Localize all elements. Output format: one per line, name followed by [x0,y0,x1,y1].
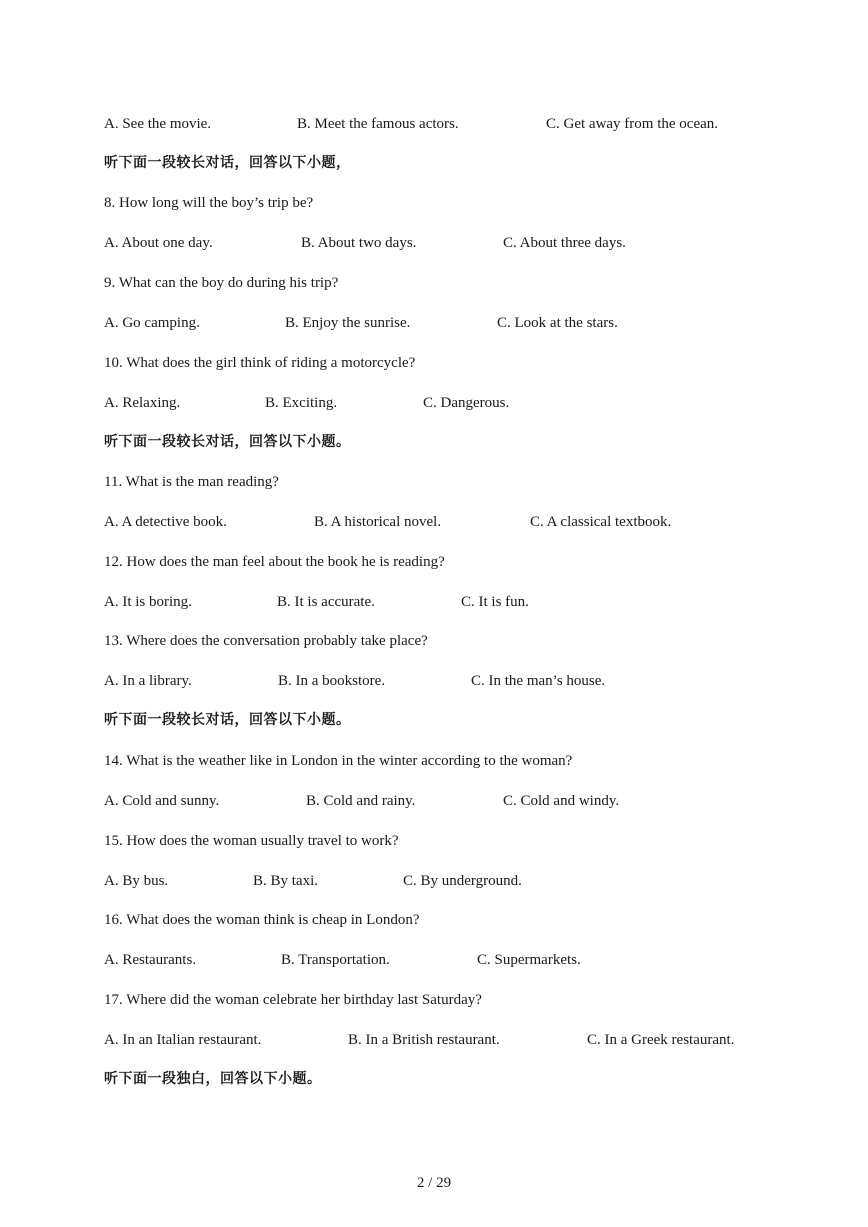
q11-option-a: A. A detective book. [104,514,227,530]
q17-option-a: A. In an Italian restaurant. [104,1032,262,1048]
q12-option-c: C. It is fun. [461,594,529,610]
question-11: 11. What is the man reading? [104,474,279,490]
q16-option-b: B. Transportation. [281,952,390,968]
q7-option-b: B. Meet the famous actors. [297,116,459,132]
q7-option-a: A. See the movie. [104,116,212,132]
question-15: 15. How does the woman usually travel to work? [104,833,399,849]
q12-option-a: A. It is boring. [104,594,192,610]
q13-option-a: A. In a library. [104,673,192,689]
q14-option-a: A. Cold and sunny. [104,793,220,809]
section-heading: 听下面一段较长对话，回答以下小题， [104,155,351,171]
q16-option-a: A. Restaurants. [104,952,197,968]
section-heading: 听下面一段较长对话，回答以下小题。 [104,434,351,450]
q17-option-b: B. In a British restaurant. [348,1032,500,1048]
q12-option-b: B. It is accurate. [277,594,375,610]
section-heading: 听下面一段较长对话，回答以下小题。 [104,712,351,728]
q15-option-a: A. By bus. [104,873,169,889]
q9-option-b: B. Enjoy the sunrise. [285,315,411,331]
q10-option-c: C. Dangerous. [423,395,510,411]
q13-option-c: C. In the man’s house. [471,673,606,689]
q8-option-b: B. About two days. [301,235,417,251]
question-14: 14. What is the weather like in London in the winter according to the woman? [104,753,573,769]
q8-option-a: A. About one day. [104,235,213,251]
question-17: 17. Where did the woman celebrate her birthday last Saturday? [104,992,482,1008]
question-16: 16. What does the woman think is cheap in London? [104,912,420,928]
q9-option-c: C. Look at the stars. [497,315,618,331]
question-13: 13. Where does the conversation probably take place? [104,633,428,649]
q11-option-b: B. A historical novel. [314,514,442,530]
q11-option-c: C. A classical textbook. [530,514,672,530]
q15-option-c: C. By underground. [403,873,522,889]
q10-option-b: B. Exciting. [265,395,338,411]
question-9: 9. What can the boy do during his trip? [104,275,339,291]
question-10: 10. What does the girl think of riding a motorcycle? [104,355,416,371]
q10-option-a: A. Relaxing. [104,395,181,411]
section-heading: 听下面一段独白，回答以下小题。 [104,1071,322,1087]
q13-option-b: B. In a bookstore. [278,673,386,689]
q9-option-a: A. Go camping. [104,315,200,331]
q7-option-c: C. Get away from the ocean. [546,116,719,132]
question-12: 12. How does the man feel about the book he is reading? [104,554,445,570]
page-number: 2 / 29 [416,1175,452,1191]
question-8: 8. How long will the boy’s trip be? [104,195,314,211]
q16-option-c: C. Supermarkets. [477,952,581,968]
q8-option-c: C. About three days. [503,235,626,251]
q14-option-b: B. Cold and rainy. [306,793,416,809]
q15-option-b: B. By taxi. [253,873,319,889]
q14-option-c: C. Cold and windy. [503,793,620,809]
q17-option-c: C. In a Greek restaurant. [587,1032,735,1048]
